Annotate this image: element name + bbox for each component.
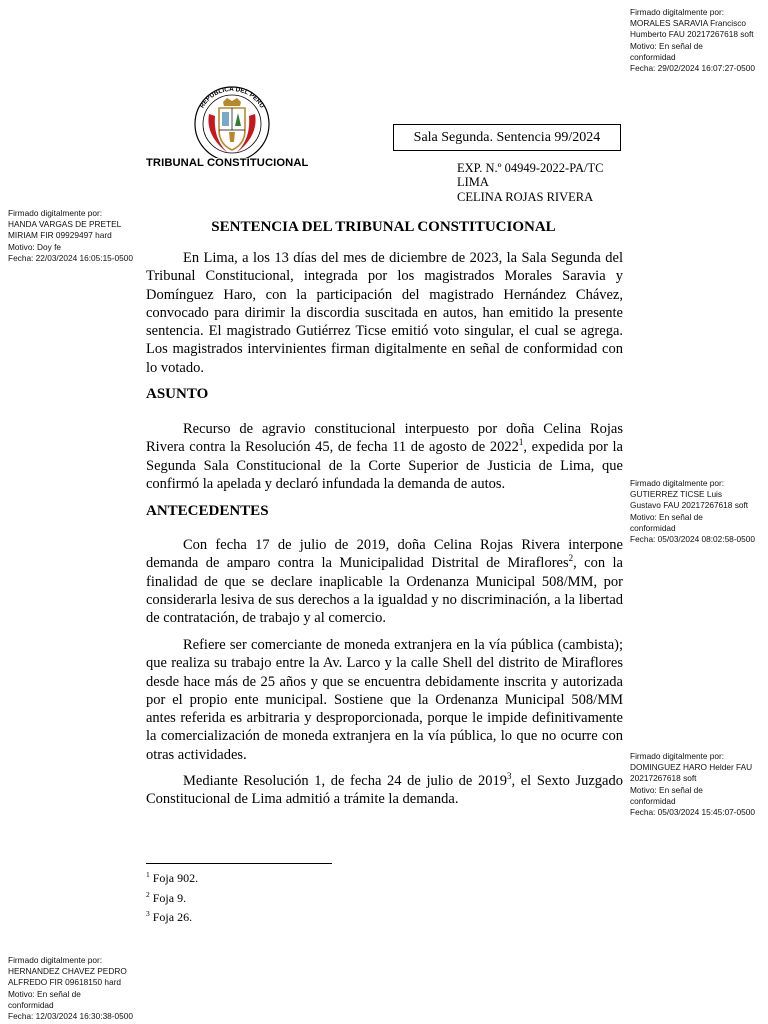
sentence-number-box: Sala Segunda. Sentencia 99/2024	[393, 124, 621, 151]
signature-line: Firmado digitalmente por:	[630, 751, 725, 761]
footnote-text: Foja 9.	[149, 890, 187, 905]
signature-line: GUTIERREZ TICSE Luis	[630, 489, 723, 500]
footnote-ref[interactable]: 2	[568, 553, 574, 564]
paragraph-asunto	[146, 420, 623, 493]
signature-line: Motivo: En señal de	[630, 40, 703, 51]
signature-line: Fecha: 05/03/2024 08:02:58-0500	[630, 534, 756, 545]
paragraph-antecedentes-3	[146, 772, 623, 809]
footnote-ref[interactable]: 1	[518, 437, 524, 448]
signature-line: HERNANDEZ CHAVEZ PEDRO	[8, 966, 127, 977]
paragraph-antecedentes-1	[146, 536, 623, 627]
signature-line: Motivo: En señal de	[630, 511, 703, 522]
footnotes	[146, 867, 198, 926]
signature-line: Motivo: En señal de	[8, 988, 81, 999]
paragraph-text: Mediante Resolución 1, de fecha 24 de julio de 2019	[183, 773, 507, 789]
signature-line: conformidad	[630, 522, 676, 533]
paragraph-text: , el Sexto Juzgado Constitucional de Lima admitió a trámite la demanda.	[146, 773, 623, 808]
case-number: EXP. N.º 04949-2022-PA/TC	[457, 161, 604, 175]
footnote-text: Foja 26.	[149, 910, 193, 925]
footnote	[146, 887, 198, 907]
paragraph-text: Con fecha 17 de julio de 2019, doña Celina Rojas Rivera interpone demanda de amparo contra la Municipalidad Distrital de Miraflores	[146, 537, 623, 572]
paragraph-text: , con la finalidad de que se declare inaplicable la Ordenanza Municipal 508/MM, por considerarla lesiva de sus derechos a la igualdad y no discriminación, a la libertad de contratación, de trabajo y al comercio.	[146, 555, 623, 627]
signature-line: conformidad	[630, 795, 676, 806]
footnote-text: Foja 902.	[149, 871, 199, 885]
signature-line: MORALES SARAVIA Francisco	[630, 18, 747, 29]
signature-line: Firmado digitalmente por:	[8, 208, 103, 218]
footnote	[146, 906, 198, 926]
signature-line: Motivo: Doy fe	[8, 241, 62, 252]
document-title: SENTENCIA DEL TRIBUNAL CONSTITUCIONAL	[211, 219, 556, 235]
signature-line: Gustavo FAU 20217267618 soft	[630, 500, 749, 511]
heading-asunto: ASUNTO	[146, 386, 209, 402]
signature-line: conformidad	[630, 51, 676, 62]
signature-line: Firmado digitalmente por:	[630, 7, 725, 17]
heading-antecedentes: ANTECEDENTES	[146, 503, 269, 519]
signature-line: Fecha: 29/02/2024 16:07:27-0500	[630, 63, 756, 74]
signature-line: Firmado digitalmente por:	[630, 478, 725, 488]
signature-line: Fecha: 05/03/2024 15:45:07-0500	[630, 807, 756, 818]
digital-signature-morales	[630, 7, 766, 74]
signature-line: DOMINGUEZ HARO Helder FAU	[630, 762, 753, 773]
signature-line: 20217267618 soft	[630, 773, 697, 784]
signature-line: HANDA VARGAS DE PRETEL	[8, 219, 122, 230]
paragraph-intro: En Lima, a los 13 días del mes de diciembre de 2023, la Sala Segunda del Tribunal Constitucional, integrada por los magistrados Morales Saravia y Domínguez Haro, con la participación del magistrado Hernández Chávez, convocado para dirimir la discordia suscitada en autos, han emitido la presente sentencia. El magistrado Gutiérrez Ticse emitió voto singular, el cual se agrega. Los magistrados intervinientes firman digitalmente en señal de conformidad con lo votado.	[146, 250, 623, 376]
signature-line: Fecha: 22/03/2024 16:05:15-0500	[8, 252, 134, 263]
signature-line: Fecha: 12/03/2024 16:30:38-0500	[8, 1011, 134, 1022]
footnote-number: 1	[146, 870, 150, 879]
footnote-number: 3	[146, 909, 150, 919]
digital-signature-hernandez	[8, 955, 148, 1022]
signature-line: Motivo: En señal de	[630, 784, 703, 795]
paragraph-text: Recurso de agravio constitucional interpuesto por doña Celina Rojas Rivera contra la Resolución 45, de fecha 11 de agosto de 2022	[146, 421, 623, 456]
paragraph-antecedentes-2: Refiere ser comerciante de moneda extranjera en la vía pública (cambista); que realiza su trabajo entre la Av. Larco y la calle Shell del distrito de Miraflores desde hace más de 25 años y que se encuentra debidamente inscrita y autorizada por el propio ente municipal. Sostiene que la Ordenanza Municipal 508/MM antes referida es arbitraria y desproporcionada, porque le impide definitivamente la comercialización de moneda extranjera en la vía pública, lo que no ocurre con otras actividades.	[146, 637, 623, 763]
footnote-divider	[146, 863, 332, 864]
signature-line: MIRIAM FIR 09929497 hard	[8, 230, 112, 241]
digital-signature-dominguez	[630, 751, 766, 818]
digital-signature-gutierrez	[630, 478, 766, 545]
institution-name: TRIBUNAL CONSTITUCIONAL	[146, 157, 309, 169]
footnote-ref[interactable]: 3	[507, 771, 512, 782]
footnote	[146, 867, 198, 887]
case-city: LIMA	[457, 175, 489, 190]
digital-signature-handa	[8, 208, 148, 264]
signature-line: Humberto FAU 20217267618 soft	[630, 29, 754, 40]
signature-line: Firmado digitalmente por:	[8, 955, 103, 965]
logo-text: REPUBLICA DEL PERU	[198, 85, 266, 110]
case-party: CELINA ROJAS RIVERA	[457, 189, 594, 204]
paragraph-text: , expedida por la Segunda Sala Constitucional de la Corte Superior de Justicia de Lima, que confirmó la apelada y declaró infundada la demanda de autos.	[146, 439, 623, 492]
coat-of-arms-logo	[185, 80, 279, 158]
signature-line: ALFREDO FIR 09618150 hard	[8, 977, 121, 988]
footnote-number: 2	[146, 889, 150, 899]
case-reference	[457, 161, 603, 204]
signature-line: conformidad	[8, 999, 54, 1010]
